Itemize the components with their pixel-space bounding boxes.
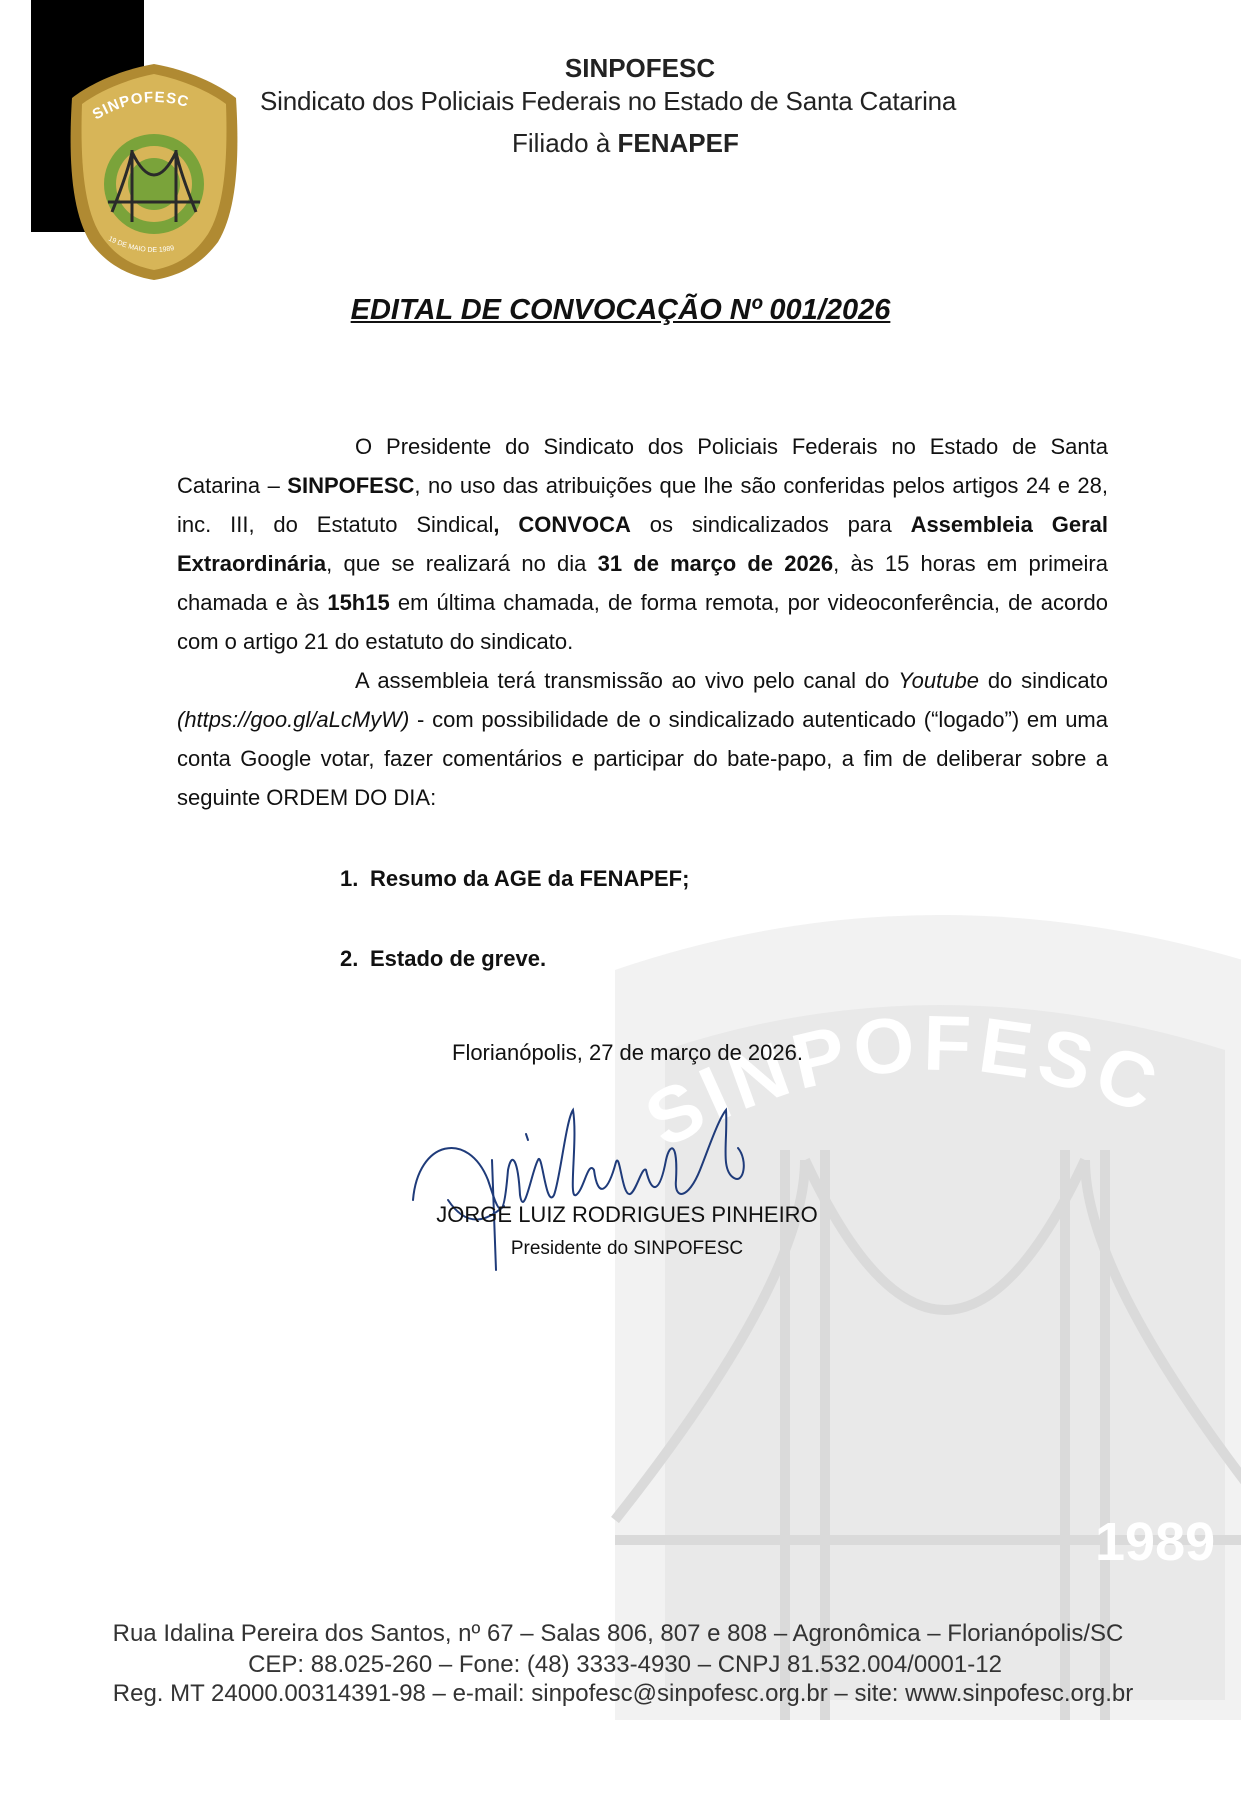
- footer-contact: CEP: 88.025-260 – Fone: (48) 3333-4930 – CNPJ 81.532.004/0001-12: [248, 1651, 1002, 1678]
- p1-text-2: , no uso das atribuições que lhe são conferidas pelos artigos 24 e 28, inc. III, do Estatuto Sindical: [177, 473, 1109, 537]
- agenda-text: Estado de greve.: [370, 946, 547, 971]
- badge-date: 19 DE MAIO DE 1989: [107, 235, 175, 255]
- signer-role: Presidente do SINPOFESC: [510, 1238, 744, 1259]
- p2-text-1: A assembleia terá transmissão ao vivo pelo canal do: [355, 668, 899, 693]
- p1-bold-2: , CONVOCA: [493, 512, 631, 537]
- p1-text-1: O Presidente do Sindicato dos Policiais Federais no Estado de Santa Catarina –: [177, 434, 1108, 498]
- signer-name: JORGE LUIZ RODRIGUES PINHEIRO: [436, 1202, 818, 1227]
- badge-name: SINPOFESC: [89, 88, 192, 124]
- footer-registration: Reg. MT 24000.00314391-98 – e-mail: sinpofesc@sinpofesc.org.br – site: www.sinpofesc.org.br: [112, 1680, 1134, 1707]
- handwritten-signature: [408, 1100, 828, 1290]
- document-title: EDITAL DE CONVOCAÇÃO Nº 001/2026: [350, 294, 891, 326]
- paragraph-convocation: [177, 427, 1108, 661]
- org-full-name: Sindicato dos Policiais Federais no Estado de Santa Catarina: [260, 86, 957, 116]
- p1-text-6: em última chamada, de forma remota, por videoconferência, de acordo com o artigo 21 do estatuto do sindicato.: [177, 590, 1108, 654]
- agenda-item: [340, 866, 689, 892]
- place-date: Florianópolis, 27 de março de 2026.: [452, 1040, 803, 1065]
- watermark-year: 1989: [1095, 1512, 1216, 1572]
- p1-bold-4: 31 de março de 2026: [597, 551, 834, 576]
- p1-text-3: os sindicalizados para: [630, 512, 911, 537]
- p2-italic-youtube: Youtube: [898, 668, 979, 693]
- affiliation: [512, 128, 812, 159]
- agenda-number: 1.: [340, 866, 359, 891]
- watermark-name: SINPOFESC: [631, 998, 1174, 1165]
- agenda-item: [340, 946, 546, 972]
- affiliation-name: FENAPEF: [617, 128, 739, 158]
- p1-bold-1: SINPOFESC: [287, 473, 415, 498]
- org-short-name: SINPOFESC: [564, 53, 716, 83]
- agenda-text: Resumo da AGE da FENAPEF;: [370, 866, 690, 891]
- affiliation-prefix: Filiado à: [512, 128, 618, 158]
- sinpofesc-badge-logo: [68, 62, 240, 280]
- p1-text-4: , que se realizará no dia: [326, 551, 598, 576]
- agenda-number: 2.: [340, 946, 359, 971]
- p2-text-2: do sindicato: [978, 668, 1108, 693]
- p1-bold-3: Assembleia Geral Extraordinária: [177, 512, 1108, 576]
- footer-address: Rua Idalina Pereira dos Santos, nº 67 – Salas 806, 807 e 808 – Agronômica – Florianópolis/SC: [112, 1620, 1124, 1647]
- paragraph-transmission: [177, 661, 1108, 817]
- p2-italic-link: (https://goo.gl/aLcMyW): [177, 707, 410, 732]
- p1-bold-5: 15h15: [327, 590, 390, 615]
- p1-text-5: , às 15 horas em primeira chamada e às: [177, 551, 1108, 615]
- p2-text-3: - com possibilidade de o sindicalizado autenticado (“logado”) em uma conta Google votar, fazer comentários e participar do bate-papo, a fim de deliberar sobre a seguinte ORDEM DO DIA:: [177, 707, 1108, 810]
